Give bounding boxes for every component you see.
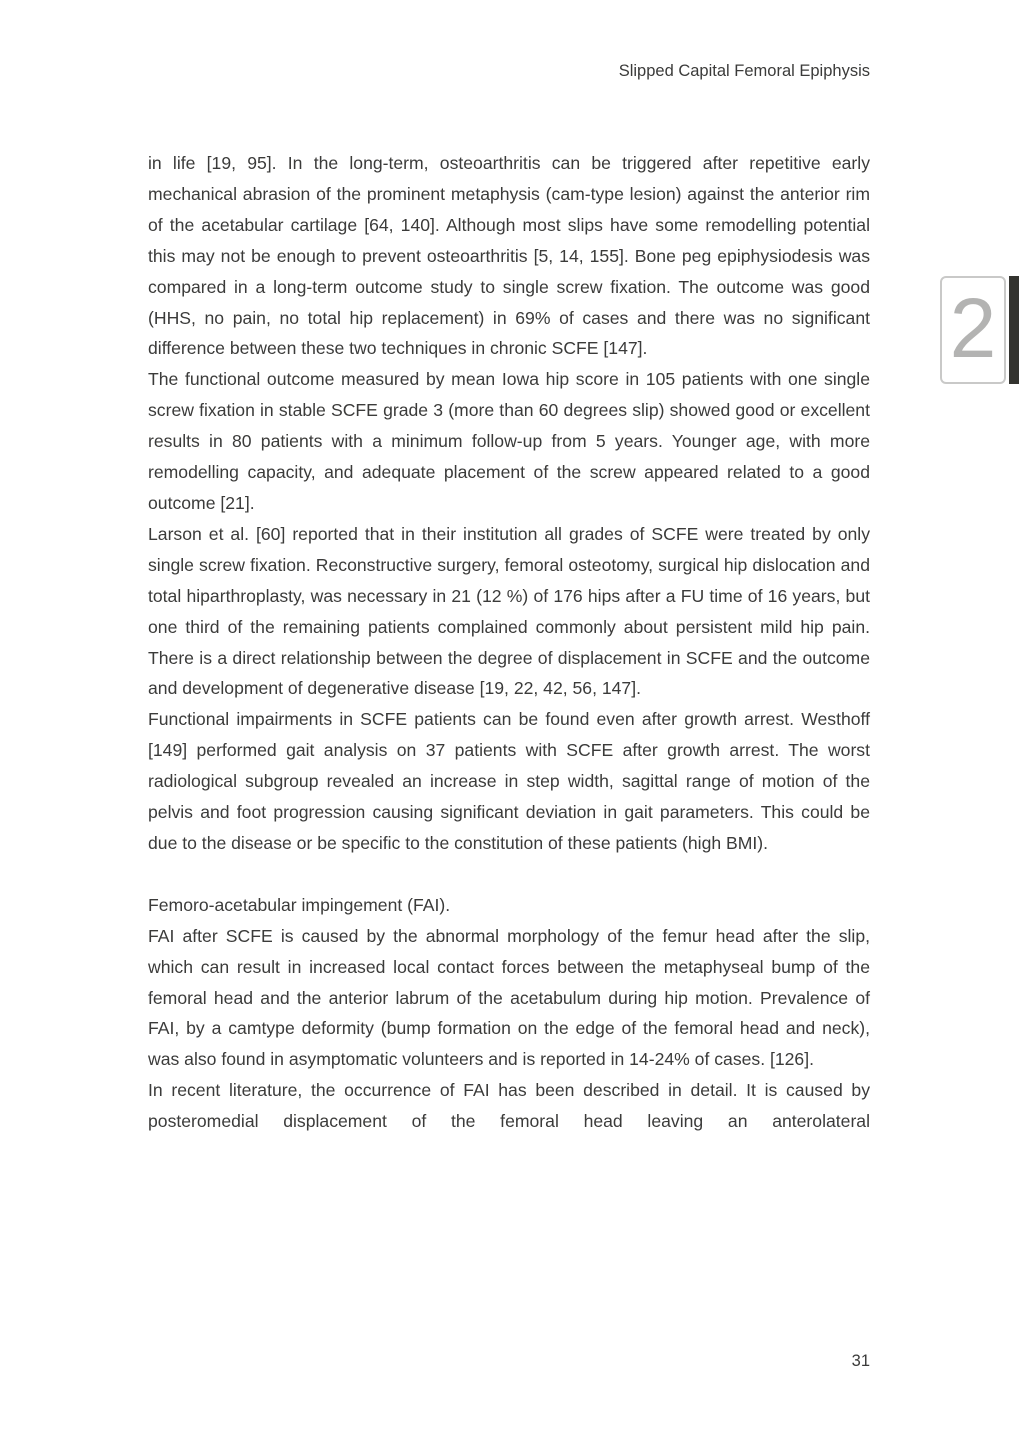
- chapter-tab-bar: [1009, 276, 1019, 384]
- chapter-number-box: [940, 276, 1006, 384]
- paragraph: Functional impairments in SCFE patients can be found even after growth arrest. Westhoff [149] performed gait analysis on 37 patients with SCFE after growth arrest. The worst radiological subgroup revealed an increase in step width, sagittal range of motion of the pelvis and foot progression causing significant deviation in gait parameters. This could be due to the disease or be specific to the constitution of these patients (high BMI).: [148, 709, 870, 853]
- paragraph: in life [19, 95]. In the long-term, osteoarthritis can be triggered after repetitive early mechanical abrasion of the prominent metaphysis (cam-type lesion) against the anterior rim of the acetabular cartilage [64, 140]. Although most slips have some remodelling potential this may not be enough to prevent osteoarthritis [5, 14, 155]. Bone peg epiphysiodesis was compared in a long-term outcome study to single screw fixation. The outcome was good (HHS, no pain, no total hip replacement) in 69% of cases and there was no significant difference between these two techniques in chronic SCFE [147].: [148, 153, 870, 359]
- running-header: Slipped Capital Femoral Epiphysis: [618, 62, 870, 80]
- chapter-tab: [940, 276, 1019, 384]
- paragraph: Larson et al. [60] reported that in their institution all grades of SCFE were treated by only single screw fixation. Reconstructive surgery, femoral osteotomy, surgical hip dislocation and total hiparthroplasty, was necessary in 21 (12 %) of 176 hips after a FU time of 16 years, but one third of the remaining patients complained commonly about persistent mild hip pain. There is a direct relationship between the degree of displacement in SCFE and the outcome and development of degenerative disease [19, 22, 42, 56, 147].: [148, 523, 870, 699]
- section-heading: Femoro-acetabular impingement (FAI).: [148, 894, 451, 915]
- body-text: [148, 148, 870, 1137]
- paragraph: In recent literature, the occurrence of FAI has been described in detail. It is caused by posteromedial displacement of the femoral head leaving an anterolateral: [148, 1080, 870, 1132]
- chapter-number: 2: [949, 281, 997, 375]
- paragraph: FAI after SCFE is caused by the abnormal morphology of the femur head after the slip, which can result in increased local contact forces between the metaphyseal bump of the femoral head and the anterior labrum of the acetabulum during hip motion. Prevalence of FAI, by a camtype deformity (bump formation on the edge of the femoral head and neck), was also found in asymptomatic volunteers and is reported in 14-24% of cases. [126].: [148, 925, 870, 1070]
- page-number: 31: [851, 1352, 870, 1370]
- paragraph: The functional outcome measured by mean Iowa hip score in 105 patients with one single screw fixation in stable SCFE grade 3 (more than 60 degrees slip) showed good or excellent results in 80 patients with a minimum follow-up from 5 years. Younger age, with more remodelling capacity, and adequate placement of the screw appeared related to a good outcome [21].: [148, 369, 870, 513]
